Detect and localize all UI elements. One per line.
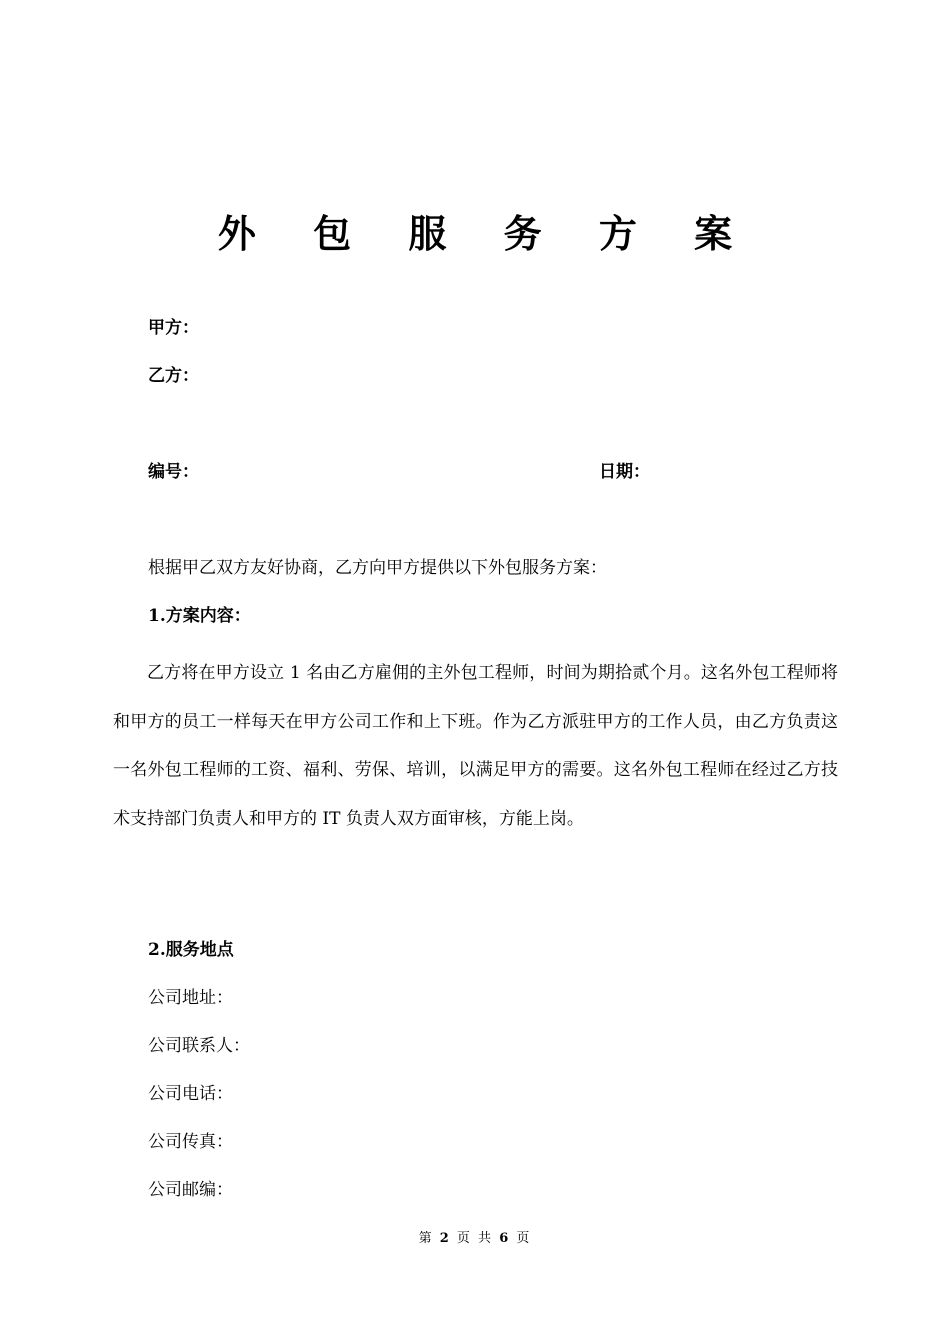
company-fax-label: 公司传真： (148, 1132, 233, 1152)
number-label: 编号： (148, 462, 199, 482)
company-contact-label: 公司联系人： (148, 1036, 250, 1056)
document-title: 外 包 服 务 方 案 (217, 211, 755, 256)
party-b-label: 乙方： (148, 366, 199, 386)
party-a-label: 甲方： (148, 318, 199, 338)
company-address-label: 公司地址： (148, 988, 233, 1008)
footer-current-page: 2 (439, 1231, 451, 1246)
date-label: 日期： (599, 462, 650, 482)
company-phone-label: 公司电话： (148, 1084, 233, 1104)
company-postcode-label: 公司邮编： (148, 1180, 233, 1200)
footer-suffix: 页 (516, 1231, 532, 1246)
intro-text: 根据甲乙双方友好协商，乙方向甲方提供以下外包服务方案： (148, 558, 607, 578)
footer-prefix: 第 (418, 1231, 434, 1246)
footer-total-pages: 6 (499, 1231, 511, 1246)
section2-heading: 2.服务地点 (148, 940, 234, 960)
section1-heading: 1.方案内容： (148, 606, 251, 626)
section1-body: 乙方将在甲方设立 1 名由乙方雇佣的主外包工程师，时间为期拾贰个月。这名外包工程师将和甲方的员工一样每天在甲方公司工作和上下班。作为乙方派驻甲方的工作人员，由乙方负责这一名外包工程师的工资、福利、劳保、培训，以满足甲方的需要。这名外包工程师在经过乙方技术支持部门负责人和甲方的 IT 负责人双方面审核，方能上岗。 (113, 663, 838, 829)
page-footer (0, 1229, 950, 1249)
footer-middle: 页 共 (456, 1231, 494, 1246)
